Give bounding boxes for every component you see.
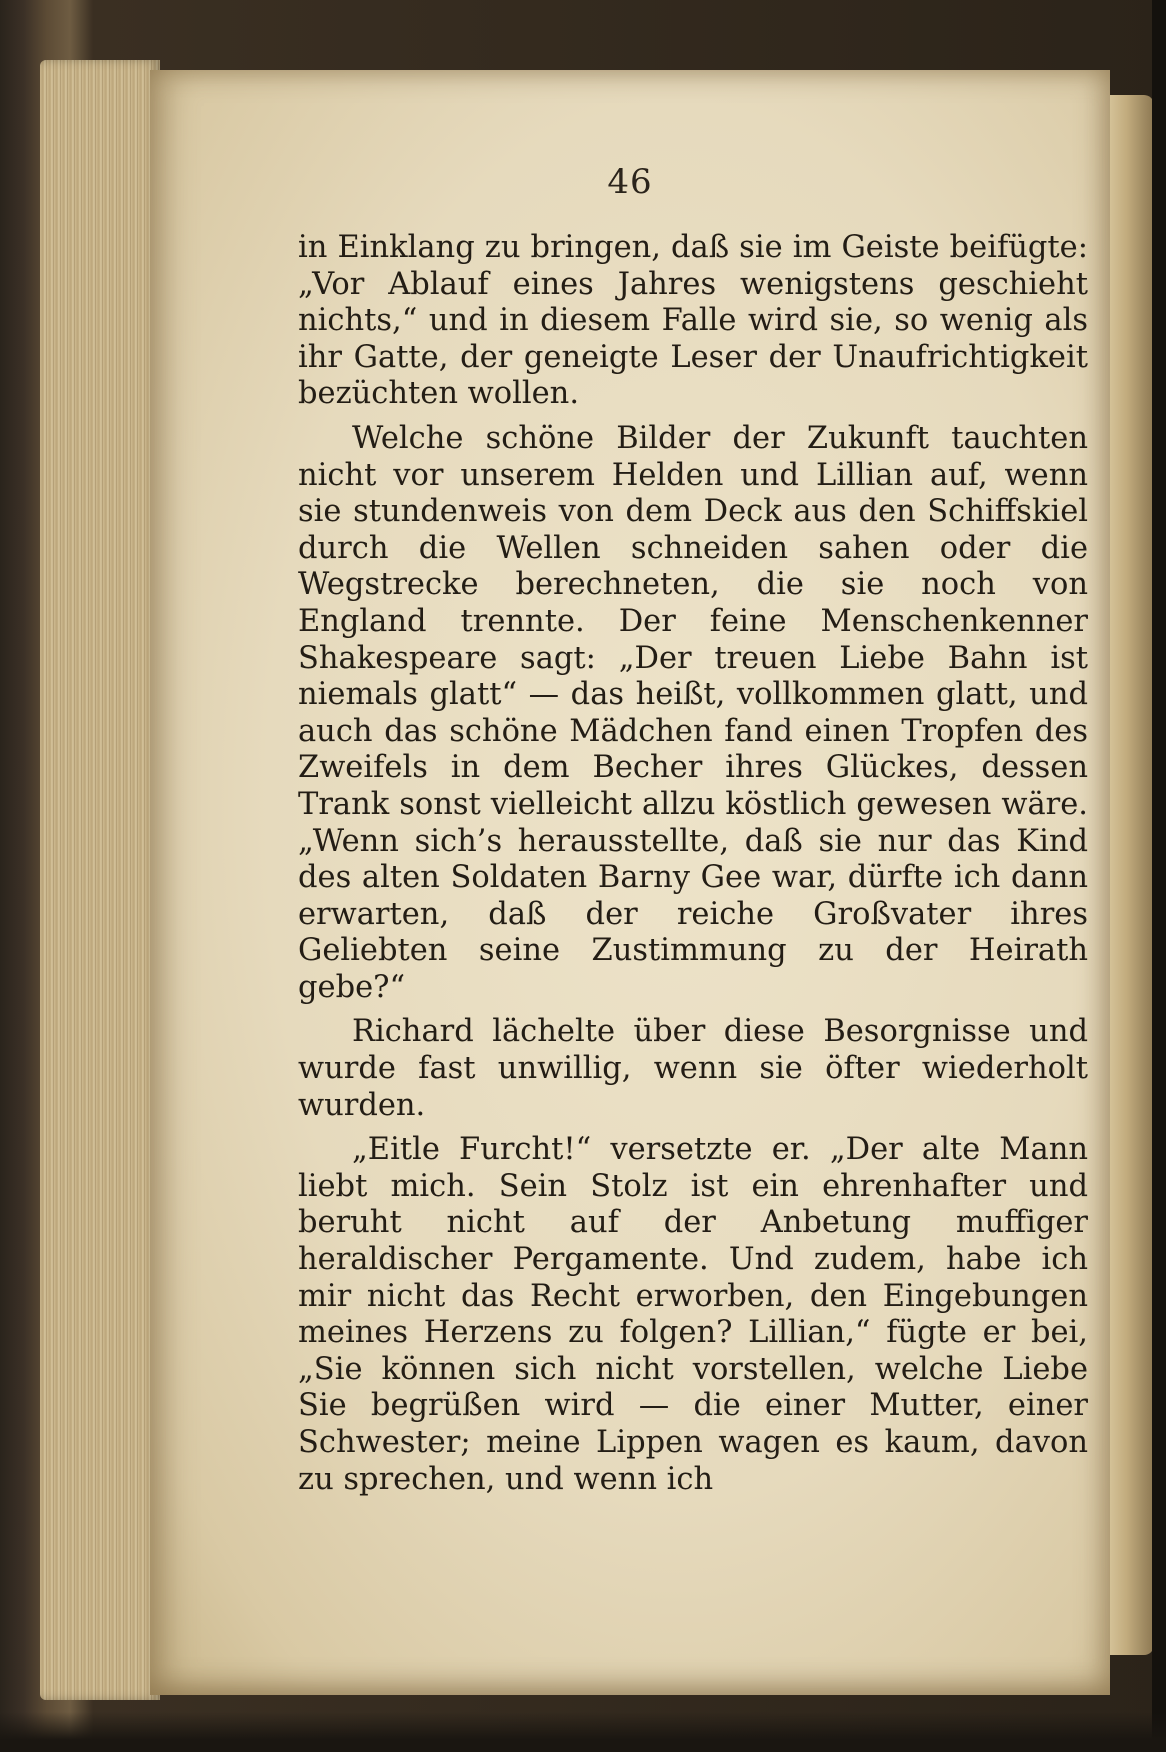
scan-border-right [1152,0,1166,1752]
paragraph-3: Richard lächelte über diese Besorgnisse und wurde fast unwillig, wenn sie öfter wiederholt wurden. [298,1014,1088,1123]
page-stack-edge [40,60,160,1700]
page-number: 46 [607,162,653,202]
paragraph-2: Welche schöne Bilder der Zukunft tauchten nicht vor unserem Helden und Lillian auf, wenn sie stundenweis von dem Deck aus den Schiffskiel durch die Wellen schneiden sahen oder die Wegstrecke berechneten, die sie noch von England trennte. Der feine Menschenkenner Shakespeare sagt: „Der treuen Liebe Bahn ist niemals glatt“ — das heißt, vollkommen glatt, und auch das schöne Mädchen fand einen Tropfen des Zweifels in dem Becher ihres Glückes, dessen Trank sonst vielleicht allzu köstlich gewesen wäre. „Wenn sich’s herausstellte, daß sie nur das Kind des alten Soldaten Barny Gee war, dürfte ich dann erwarten, daß der reiche Großvater ihres Geliebten seine Zustimmung zu der Heirath gebe?“ [298,420,1088,1005]
scan-border-bottom [0,1712,1166,1752]
paragraph-1: in Einklang zu bringen, daß sie im Geiste beifügte: „Vor Ablauf eines Jahres wenigstens geschieht nichts,“ und in diesem Falle wird sie, so wenig als ihr Gatte, der geneigte Leser der Unaufrichtigkeit bezüchten wollen. [298,230,1088,412]
book-page [150,70,1110,1695]
page-right-edge [1108,95,1154,1655]
body-text [298,230,1088,1498]
paragraph-4: „Eitle Furcht!“ versetzte er. „Der alte Mann liebt mich. Sein Stolz ist ein ehrenhafter und beruht nicht auf der Anbetung muffiger heraldischer Pergamente. Und zudem, habe ich mir nicht das Recht erworben, den Eingebungen meines Herzens zu folgen? Lillian,“ fügte er bei, „Sie können sich nicht vorstellen, welche Liebe Sie begrüßen wird — die einer Mutter, einer Schwester; meine Lippen wagen es kaum, davon zu sprechen, und wenn ich [298,1132,1088,1497]
